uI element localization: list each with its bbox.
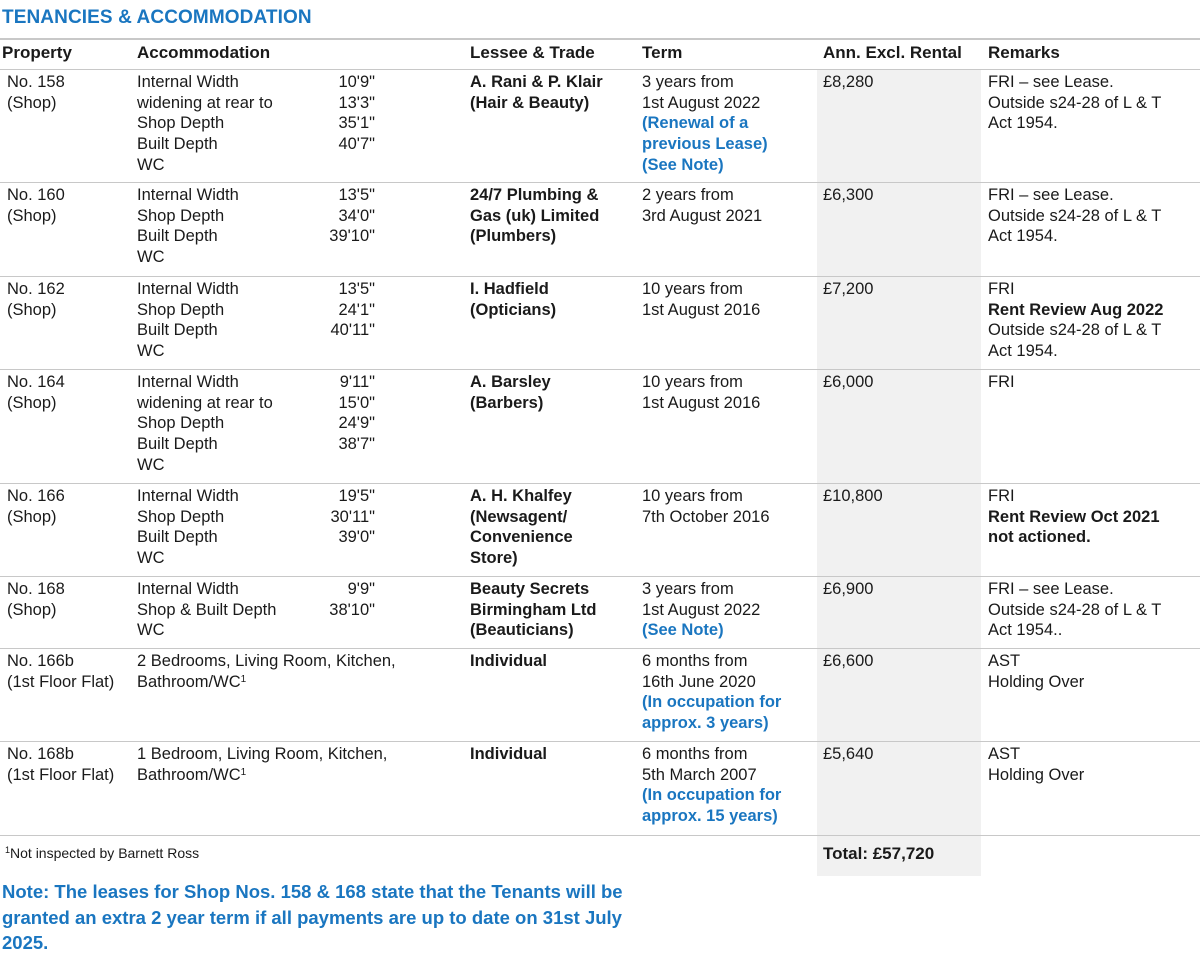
accommodation-cell-line: WC <box>137 455 165 474</box>
header-rule <box>0 38 1200 40</box>
lessee-cell-line: Convenience <box>470 528 573 547</box>
remarks-cell-line: Holding Over <box>988 672 1085 691</box>
term-cell-line: 3rd August 2021 <box>642 206 763 225</box>
term-note-line: previous Lease) <box>642 135 768 154</box>
remarks-cell-line: FRI <box>988 373 1015 391</box>
lessee-cell-line: (Beauticians) <box>470 621 574 640</box>
remarks-cell-line: Act 1954. <box>988 227 1058 246</box>
header-rental: Ann. Excl. Rental <box>823 43 962 62</box>
accommodation-cell-line: Internal Width <box>137 280 239 298</box>
accommodation-cell-line: Built Depth <box>137 321 218 340</box>
rental-cell <box>823 372 873 393</box>
lessee-cell-line: Gas (uk) Limited <box>470 206 600 225</box>
term-cell <box>642 486 770 527</box>
property-cell-line: No. 168 <box>7 580 65 598</box>
accommodation-cell-line: Built Depth <box>137 435 218 454</box>
row-divider <box>0 69 1200 70</box>
lessee-cell-line: A. Barsley <box>470 373 551 391</box>
rental-cell-line: £7,200 <box>823 280 874 298</box>
dimension-value: 39'0" <box>338 528 375 547</box>
accommodation-cell-line: Built Depth <box>137 227 218 246</box>
term-note-line: (In occupation for <box>642 693 782 712</box>
dimension-value: 38'7" <box>338 435 375 454</box>
accommodation-cell-line: widening at rear to <box>137 393 273 412</box>
term-cell-line: 1st August 2022 <box>642 93 761 112</box>
remarks-cell-line: FRI <box>988 280 1015 298</box>
header-lessee: Lessee & Trade <box>470 43 595 62</box>
remarks-cell-line: AST <box>988 745 1021 763</box>
property-cell-line: (Shop) <box>7 300 57 319</box>
lessee-cell <box>470 279 556 320</box>
accommodation-cell <box>137 744 387 785</box>
row-divider <box>0 276 1200 277</box>
lessee-cell-line: Beauty Secrets <box>470 580 590 598</box>
remarks-cell <box>988 185 1161 247</box>
dimension-value: 9'11" <box>339 373 375 391</box>
remarks-cell-line: FRI <box>988 487 1015 505</box>
total-rental: Total: £57,720 <box>823 844 935 863</box>
property-cell-line: (1st Floor Flat) <box>7 765 115 784</box>
rental-cell-line: £6,000 <box>823 373 874 391</box>
remarks-cell-line: Rent Review Oct 2021 <box>988 507 1160 526</box>
property-cell-line: (Shop) <box>7 393 57 412</box>
property-cell <box>7 744 114 785</box>
remarks-cell-line: Outside s24-28 of L & T <box>988 206 1162 225</box>
accommodation-cell-line: Shop & Built Depth <box>137 600 277 619</box>
remarks-cell-line: Outside s24-28 of L & T <box>988 93 1162 112</box>
property-cell-line: No. 160 <box>7 186 65 204</box>
remarks-cell-line: Outside s24-28 of L & T <box>988 600 1162 619</box>
dimension-value: 24'9" <box>338 414 375 433</box>
rental-cell <box>823 744 873 765</box>
property-cell-line: (Shop) <box>7 600 57 619</box>
dimension-value: 39'10" <box>329 227 375 246</box>
term-cell-line: 1st August 2016 <box>642 393 761 412</box>
accommodation-cell-line: WC <box>137 621 165 640</box>
remarks-cell <box>988 579 1161 641</box>
property-cell-line: No. 166b <box>7 652 74 670</box>
lessee-cell-line: Store) <box>470 549 518 568</box>
lessee-cell-line: Individual <box>470 745 548 763</box>
lessee-cell-line: I. Hadfield <box>470 280 549 298</box>
remarks-cell-line: AST <box>988 652 1021 670</box>
term-cell-line: 2 years from <box>642 186 734 204</box>
term-cell-line: 3 years from <box>642 73 734 91</box>
lessee-cell <box>470 486 573 569</box>
term-cell-line: 5th March 2007 <box>642 765 757 784</box>
lessee-cell-line: A. Rani & P. Klair <box>470 73 603 91</box>
term-cell <box>642 185 762 226</box>
lessee-cell <box>470 579 597 641</box>
remarks-cell-line: Act 1954. <box>988 114 1058 133</box>
accommodation-cell <box>137 372 273 476</box>
term-cell <box>642 651 781 734</box>
dimension-value: 40'7" <box>338 135 375 154</box>
term-note-line: approx. 15 years) <box>642 807 778 826</box>
accommodation-cell-line: Internal Width <box>137 186 239 204</box>
accommodation-cell-line: Shop Depth <box>137 206 225 225</box>
accommodation-cell <box>137 185 239 268</box>
lessee-cell <box>470 372 551 413</box>
property-cell <box>7 372 65 413</box>
property-cell-line: No. 164 <box>7 373 65 391</box>
remarks-cell-line: Holding Over <box>988 765 1085 784</box>
accommodation-cell-line: widening at rear to <box>137 93 273 112</box>
remarks-cell-line: not actioned. <box>988 528 1091 547</box>
property-cell <box>7 579 65 620</box>
accommodation-cell-line: Internal Width <box>137 580 239 598</box>
accommodation-cell-line: WC <box>137 549 165 568</box>
dimension-value: 30'11" <box>330 507 375 526</box>
property-cell-line: (1st Floor Flat) <box>7 672 115 691</box>
dimension-value: 13'3" <box>338 93 375 112</box>
term-cell <box>642 744 781 827</box>
lessee-cell-line: (Plumbers) <box>470 227 557 246</box>
dimension-value: 38'10" <box>329 600 375 619</box>
accommodation-cell <box>137 486 239 569</box>
accommodation-cell-line: Built Depth <box>137 135 218 154</box>
rental-cell-line: £5,640 <box>823 745 874 763</box>
remarks-cell-line: FRI – see Lease. <box>988 186 1114 204</box>
page-title: TENANCIES & ACCOMMODATION <box>2 7 312 28</box>
accommodation-cell <box>137 651 396 692</box>
term-cell-line: 16th June 2020 <box>642 672 756 691</box>
accommodation-cell-line: Shop Depth <box>137 507 225 526</box>
accommodation-cell-line: Built Depth <box>137 528 218 547</box>
dimension-value: 10'9" <box>338 73 375 91</box>
accommodation-cell-line: Shop Depth <box>137 300 225 319</box>
term-cell <box>642 372 760 413</box>
table-bottom-rule <box>0 835 1200 836</box>
term-cell <box>642 579 760 641</box>
property-cell-line: (Shop) <box>7 206 57 225</box>
rental-cell-line: £6,900 <box>823 580 874 598</box>
rental-cell <box>823 579 873 600</box>
lessee-cell-line: (Hair & Beauty) <box>470 93 590 112</box>
property-cell <box>7 651 114 692</box>
remarks-cell <box>988 486 1160 548</box>
lessee-cell <box>470 744 547 765</box>
term-note-line: approx. 3 years) <box>642 714 769 733</box>
accommodation-cell-line: Bathroom/$WC^1$ <box>137 765 247 784</box>
term-cell-line: 7th October 2016 <box>642 507 770 526</box>
accommodation-cell-line: Internal Width <box>137 487 239 505</box>
remarks-cell-line: Rent Review Aug 2022 <box>988 300 1164 319</box>
accommodation-cell-line: WC <box>137 155 165 174</box>
dimension-value: 15'0" <box>338 393 375 412</box>
lessee-cell-line: (Barbers) <box>470 393 544 412</box>
accommodation-cell-line: Bathroom/$WC^1$ <box>137 672 247 691</box>
rental-cell-line: £6,300 <box>823 186 874 204</box>
term-cell-line: 10 years from <box>642 487 743 505</box>
row-divider <box>0 648 1200 649</box>
term-note-line: (See Note) <box>642 621 724 640</box>
accommodation-cell-line: Internal Width <box>137 373 239 391</box>
dimension-value: 40'11" <box>330 321 375 340</box>
dimension-value: 13'5" <box>338 186 375 204</box>
property-cell <box>7 185 65 226</box>
rental-cell <box>823 279 873 300</box>
property-cell-line: No. 158 <box>7 73 65 91</box>
term-cell <box>642 72 768 176</box>
term-cell-line: 10 years from <box>642 373 743 391</box>
accommodation-cell-line: 2 Bedrooms, Living Room, Kitchen, <box>137 652 396 670</box>
lessee-cell <box>470 185 599 247</box>
accommodation-cell-line: Shop Depth <box>137 114 225 133</box>
accommodation-cell-line: WC <box>137 342 165 361</box>
term-note-line: (Renewal of a <box>642 114 749 133</box>
term-cell-line: 6 months from <box>642 745 748 763</box>
dimension-value: 19'5" <box>338 487 375 505</box>
term-cell-line: 1st August 2016 <box>642 300 761 319</box>
remarks-cell <box>988 279 1163 362</box>
footnote: $^1$Not inspected by Barnett Ross <box>5 845 200 861</box>
rental-cell <box>823 486 883 507</box>
lessee-cell <box>470 72 603 113</box>
row-divider <box>0 741 1200 742</box>
property-cell <box>7 486 65 527</box>
remarks-cell <box>988 372 1015 393</box>
row-divider <box>0 182 1200 183</box>
term-note-line: (See Note) <box>642 155 724 174</box>
accommodation-cell-line: Shop Depth <box>137 414 225 433</box>
header-remarks: Remarks <box>988 43 1060 62</box>
accommodation-cell <box>137 579 276 641</box>
header-accommodation: Accommodation <box>137 43 271 62</box>
accommodation-cell <box>137 72 273 176</box>
lessee-cell <box>470 651 547 672</box>
term-cell-line: 1st August 2022 <box>642 600 761 619</box>
term-cell-line: 6 months from <box>642 652 748 670</box>
dimension-value: 34'0" <box>338 206 375 225</box>
accommodation-cell-line: WC <box>137 248 165 267</box>
header-property: Property <box>2 43 72 62</box>
property-cell <box>7 279 65 320</box>
header-term: Term <box>642 43 683 62</box>
rental-cell <box>823 651 873 672</box>
lessee-cell-line: 24/7 Plumbing & <box>470 186 599 204</box>
lease-note: Note: The leases for Shop Nos. 158 & 168 state that the Tenants will be granted an extra 2 year term if all payments are up to date on 31st July 2025. <box>2 881 623 953</box>
property-cell-line: No. 162 <box>7 280 65 298</box>
remarks-cell-line: Act 1954.. <box>988 621 1063 640</box>
rental-cell <box>823 185 873 206</box>
rental-cell-line: £10,800 <box>823 487 883 505</box>
remarks-cell-line: Outside s24-28 of L & T <box>988 321 1162 340</box>
property-cell-line: No. 166 <box>7 487 65 505</box>
dimension-value: 13'5" <box>338 280 375 298</box>
remarks-cell <box>988 651 1084 692</box>
property-cell-line: (Shop) <box>7 507 57 526</box>
term-note-line: (In occupation for <box>642 786 782 805</box>
rental-cell-line: £8,280 <box>823 73 874 91</box>
remarks-cell-line: FRI – see Lease. <box>988 73 1114 91</box>
dimension-value: 35'1" <box>338 114 375 133</box>
rental-cell-line: £6,600 <box>823 652 874 670</box>
lessee-cell-line: A. H. Khalfey <box>470 487 572 505</box>
accommodation-cell-line: Internal Width <box>137 73 239 91</box>
accommodation-cell-line: 1 Bedroom, Living Room, Kitchen, <box>137 745 388 763</box>
rental-cell <box>823 72 873 93</box>
property-cell <box>7 72 65 113</box>
accommodation-cell <box>137 279 239 362</box>
row-divider <box>0 576 1200 577</box>
row-divider <box>0 483 1200 484</box>
remarks-cell <box>988 72 1161 134</box>
remarks-cell <box>988 744 1084 785</box>
lessee-cell-line: (Opticians) <box>470 300 557 319</box>
term-cell-line: 10 years from <box>642 280 743 298</box>
term-cell-line: 3 years from <box>642 580 734 598</box>
row-divider <box>0 369 1200 370</box>
lessee-cell-line: (Newsagent/ <box>470 507 568 526</box>
dimension-value: 9'9" <box>347 580 375 598</box>
property-cell-line: No. 168b <box>7 745 74 763</box>
dimension-value: 24'1" <box>338 300 375 319</box>
remarks-cell-line: Act 1954. <box>988 342 1058 361</box>
property-cell-line: (Shop) <box>7 93 57 112</box>
remarks-cell-line: FRI – see Lease. <box>988 580 1114 598</box>
term-cell <box>642 279 760 320</box>
lessee-cell-line: Birmingham Ltd <box>470 600 597 619</box>
lessee-cell-line: Individual <box>470 652 548 670</box>
